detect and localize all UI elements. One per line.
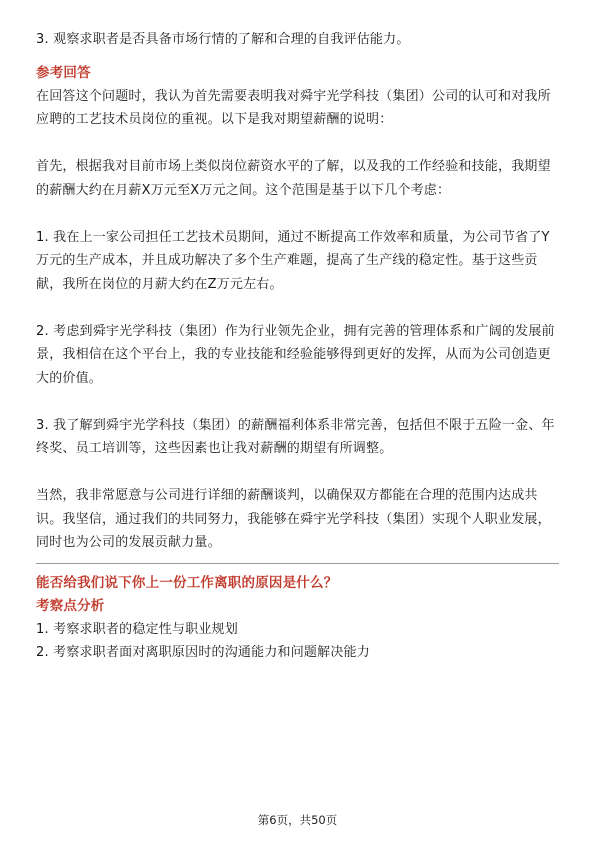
analysis-point-2: 2. 考察求职者面对离职原因时的沟通能力和问题解决能力 xyxy=(36,645,370,660)
answer-paragraph-6: 当然，我非常愿意与公司进行详细的薪酬谈判，以确保双方都能在合理的范围内达成共识。我坚信，通过我们的共同努力，我能够在舜宇光学科技（集团）实现个人职业发展，同时也为公司的发展贡献力量。 xyxy=(36,488,551,550)
answer-paragraph-3: 1. 我在上一家公司担任工艺技术员期间，通过不断提高工作效率和质量，为公司节省了Y万元的生产成本，并且成功解决了多个生产难题，提高了生产线的稳定性。基于这些贡献，我所在岗位的月薪大约在Z万元左右。 xyxy=(36,229,550,292)
answer-heading: 参考回答 xyxy=(36,64,91,81)
analysis-heading: 考察点分析 xyxy=(36,597,105,614)
page-content xyxy=(36,28,559,665)
answer-paragraph-2: 首先，根据我对目前市场上类似岗位薪资水平的了解，以及我的工作经验和技能，我期望的薪酬大约在月薪X万元至X万元之间。这个范围是基于以下几个考虑： xyxy=(36,159,551,198)
answer-paragraph-1: 在回答这个问题时，我认为首先需要表明我对舜宇光学科技（集团）公司的认可和对我所应聘的工艺技术员岗位的重视。以下是我对期望薪酬的说明： xyxy=(36,88,551,127)
answer-paragraph-5: 3. 我了解到舜宇光学科技（集团）的薪酬福利体系非常完善，包括但不限于五险一金、年终奖、员工培训等，这些因素也让我对薪酬的期望有所调整。 xyxy=(36,417,555,456)
question-heading: 能否给我们说下你上一份工作离职的原因是什么？ xyxy=(36,574,338,591)
analysis-point-1: 1. 考察求职者的稳定性与职业规划 xyxy=(36,621,238,637)
section-divider xyxy=(36,563,559,564)
answer-paragraph-4: 2. 考虑到舜宇光学科技（集团）作为行业领先企业，拥有完善的管理体系和广阔的发展前景，我相信在这个平台上，我的专业技能和经验能够得到更好的发挥，从而为公司创造更大的价值。 xyxy=(36,323,555,386)
page-number-footer: 第6页，共50页 xyxy=(257,813,338,827)
intro-point: 3. 观察求职者是否具备市场行情的了解和合理的自我评估能力。 xyxy=(36,32,410,47)
